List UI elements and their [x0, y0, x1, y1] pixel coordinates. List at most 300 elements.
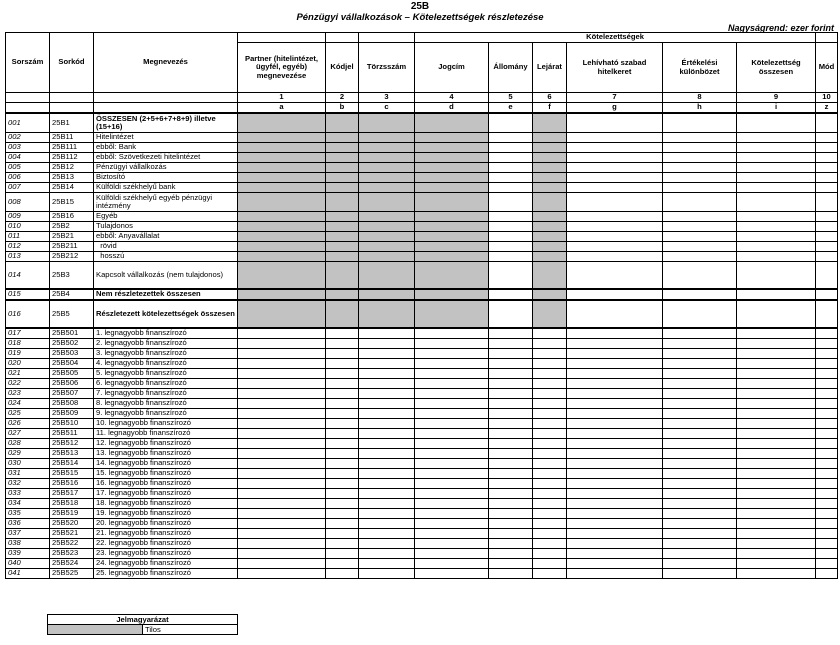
- input-cell[interactable]: [326, 349, 359, 359]
- input-cell[interactable]: [816, 389, 838, 399]
- input-cell[interactable]: [567, 549, 663, 559]
- input-cell[interactable]: [567, 439, 663, 449]
- input-cell[interactable]: [567, 173, 663, 183]
- input-cell[interactable]: [737, 539, 816, 549]
- input-cell[interactable]: [489, 559, 533, 569]
- input-cell[interactable]: [737, 559, 816, 569]
- input-cell[interactable]: [326, 328, 359, 339]
- input-cell[interactable]: [238, 379, 326, 389]
- input-cell[interactable]: [816, 499, 838, 509]
- input-cell[interactable]: [415, 559, 489, 569]
- input-cell[interactable]: [663, 252, 737, 262]
- input-cell[interactable]: [816, 133, 838, 143]
- input-cell[interactable]: [737, 509, 816, 519]
- input-cell[interactable]: [663, 222, 737, 232]
- input-cell[interactable]: [359, 389, 415, 399]
- input-cell[interactable]: [567, 289, 663, 300]
- input-cell[interactable]: [737, 499, 816, 509]
- input-cell[interactable]: [489, 499, 533, 509]
- input-cell[interactable]: [533, 439, 567, 449]
- input-cell[interactable]: [567, 469, 663, 479]
- input-cell[interactable]: [816, 549, 838, 559]
- input-cell[interactable]: [359, 379, 415, 389]
- input-cell[interactable]: [737, 300, 816, 328]
- input-cell[interactable]: [489, 222, 533, 232]
- input-cell[interactable]: [567, 509, 663, 519]
- input-cell[interactable]: [238, 349, 326, 359]
- input-cell[interactable]: [816, 339, 838, 349]
- input-cell[interactable]: [737, 479, 816, 489]
- input-cell[interactable]: [737, 569, 816, 579]
- input-cell[interactable]: [663, 359, 737, 369]
- input-cell[interactable]: [816, 459, 838, 469]
- input-cell[interactable]: [567, 519, 663, 529]
- input-cell[interactable]: [737, 429, 816, 439]
- input-cell[interactable]: [567, 339, 663, 349]
- input-cell[interactable]: [238, 399, 326, 409]
- input-cell[interactable]: [737, 379, 816, 389]
- input-cell[interactable]: [415, 469, 489, 479]
- input-cell[interactable]: [489, 549, 533, 559]
- input-cell[interactable]: [567, 529, 663, 539]
- input-cell[interactable]: [359, 539, 415, 549]
- input-cell[interactable]: [489, 289, 533, 300]
- input-cell[interactable]: [567, 212, 663, 222]
- input-cell[interactable]: [489, 300, 533, 328]
- input-cell[interactable]: [238, 339, 326, 349]
- input-cell[interactable]: [489, 479, 533, 489]
- input-cell[interactable]: [663, 469, 737, 479]
- input-cell[interactable]: [489, 183, 533, 193]
- input-cell[interactable]: [415, 439, 489, 449]
- input-cell[interactable]: [489, 569, 533, 579]
- input-cell[interactable]: [737, 328, 816, 339]
- input-cell[interactable]: [737, 113, 816, 133]
- input-cell[interactable]: [489, 349, 533, 359]
- input-cell[interactable]: [489, 489, 533, 499]
- input-cell[interactable]: [238, 449, 326, 459]
- input-cell[interactable]: [737, 409, 816, 419]
- input-cell[interactable]: [567, 183, 663, 193]
- input-cell[interactable]: [489, 232, 533, 242]
- input-cell[interactable]: [567, 300, 663, 328]
- input-cell[interactable]: [415, 369, 489, 379]
- input-cell[interactable]: [816, 173, 838, 183]
- input-cell[interactable]: [533, 449, 567, 459]
- input-cell[interactable]: [489, 509, 533, 519]
- input-cell[interactable]: [359, 328, 415, 339]
- input-cell[interactable]: [489, 242, 533, 252]
- input-cell[interactable]: [489, 539, 533, 549]
- input-cell[interactable]: [737, 212, 816, 222]
- input-cell[interactable]: [489, 143, 533, 153]
- input-cell[interactable]: [663, 519, 737, 529]
- input-cell[interactable]: [737, 252, 816, 262]
- input-cell[interactable]: [567, 389, 663, 399]
- input-cell[interactable]: [489, 409, 533, 419]
- input-cell[interactable]: [415, 529, 489, 539]
- input-cell[interactable]: [663, 242, 737, 252]
- input-cell[interactable]: [737, 193, 816, 212]
- input-cell[interactable]: [737, 143, 816, 153]
- input-cell[interactable]: [533, 459, 567, 469]
- input-cell[interactable]: [533, 539, 567, 549]
- input-cell[interactable]: [326, 479, 359, 489]
- input-cell[interactable]: [238, 369, 326, 379]
- input-cell[interactable]: [489, 439, 533, 449]
- input-cell[interactable]: [567, 222, 663, 232]
- input-cell[interactable]: [663, 262, 737, 290]
- input-cell[interactable]: [816, 419, 838, 429]
- input-cell[interactable]: [359, 559, 415, 569]
- input-cell[interactable]: [238, 479, 326, 489]
- input-cell[interactable]: [816, 193, 838, 212]
- input-cell[interactable]: [816, 252, 838, 262]
- input-cell[interactable]: [533, 569, 567, 579]
- input-cell[interactable]: [359, 419, 415, 429]
- input-cell[interactable]: [238, 519, 326, 529]
- input-cell[interactable]: [816, 289, 838, 300]
- input-cell[interactable]: [816, 369, 838, 379]
- input-cell[interactable]: [489, 469, 533, 479]
- input-cell[interactable]: [663, 499, 737, 509]
- input-cell[interactable]: [359, 549, 415, 559]
- input-cell[interactable]: [326, 459, 359, 469]
- input-cell[interactable]: [737, 419, 816, 429]
- input-cell[interactable]: [238, 439, 326, 449]
- input-cell[interactable]: [567, 359, 663, 369]
- input-cell[interactable]: [415, 459, 489, 469]
- input-cell[interactable]: [489, 252, 533, 262]
- input-cell[interactable]: [567, 419, 663, 429]
- input-cell[interactable]: [533, 529, 567, 539]
- input-cell[interactable]: [489, 459, 533, 469]
- input-cell[interactable]: [359, 459, 415, 469]
- input-cell[interactable]: [533, 489, 567, 499]
- input-cell[interactable]: [816, 232, 838, 242]
- input-cell[interactable]: [415, 449, 489, 459]
- input-cell[interactable]: [663, 489, 737, 499]
- input-cell[interactable]: [816, 489, 838, 499]
- input-cell[interactable]: [567, 328, 663, 339]
- input-cell[interactable]: [326, 379, 359, 389]
- input-cell[interactable]: [663, 133, 737, 143]
- input-cell[interactable]: [816, 163, 838, 173]
- input-cell[interactable]: [567, 559, 663, 569]
- input-cell[interactable]: [567, 429, 663, 439]
- input-cell[interactable]: [737, 242, 816, 252]
- input-cell[interactable]: [663, 429, 737, 439]
- input-cell[interactable]: [567, 409, 663, 419]
- input-cell[interactable]: [816, 113, 838, 133]
- input-cell[interactable]: [326, 519, 359, 529]
- input-cell[interactable]: [663, 153, 737, 163]
- input-cell[interactable]: [663, 163, 737, 173]
- input-cell[interactable]: [816, 509, 838, 519]
- input-cell[interactable]: [816, 539, 838, 549]
- input-cell[interactable]: [533, 339, 567, 349]
- input-cell[interactable]: [238, 539, 326, 549]
- input-cell[interactable]: [737, 389, 816, 399]
- input-cell[interactable]: [737, 262, 816, 290]
- input-cell[interactable]: [359, 529, 415, 539]
- input-cell[interactable]: [663, 439, 737, 449]
- input-cell[interactable]: [816, 449, 838, 459]
- input-cell[interactable]: [326, 499, 359, 509]
- input-cell[interactable]: [816, 300, 838, 328]
- input-cell[interactable]: [663, 349, 737, 359]
- input-cell[interactable]: [238, 419, 326, 429]
- input-cell[interactable]: [238, 549, 326, 559]
- input-cell[interactable]: [359, 479, 415, 489]
- input-cell[interactable]: [359, 369, 415, 379]
- input-cell[interactable]: [567, 449, 663, 459]
- input-cell[interactable]: [567, 569, 663, 579]
- input-cell[interactable]: [567, 262, 663, 290]
- input-cell[interactable]: [489, 163, 533, 173]
- input-cell[interactable]: [326, 369, 359, 379]
- input-cell[interactable]: [359, 349, 415, 359]
- input-cell[interactable]: [737, 459, 816, 469]
- input-cell[interactable]: [737, 153, 816, 163]
- input-cell[interactable]: [533, 359, 567, 369]
- input-cell[interactable]: [567, 369, 663, 379]
- input-cell[interactable]: [567, 459, 663, 469]
- input-cell[interactable]: [238, 469, 326, 479]
- input-cell[interactable]: [359, 429, 415, 439]
- input-cell[interactable]: [415, 349, 489, 359]
- input-cell[interactable]: [567, 153, 663, 163]
- input-cell[interactable]: [816, 429, 838, 439]
- input-cell[interactable]: [489, 369, 533, 379]
- input-cell[interactable]: [238, 489, 326, 499]
- input-cell[interactable]: [737, 349, 816, 359]
- input-cell[interactable]: [533, 479, 567, 489]
- input-cell[interactable]: [737, 519, 816, 529]
- input-cell[interactable]: [533, 328, 567, 339]
- input-cell[interactable]: [238, 429, 326, 439]
- input-cell[interactable]: [415, 359, 489, 369]
- input-cell[interactable]: [567, 143, 663, 153]
- input-cell[interactable]: [489, 389, 533, 399]
- input-cell[interactable]: [663, 173, 737, 183]
- input-cell[interactable]: [567, 499, 663, 509]
- input-cell[interactable]: [533, 349, 567, 359]
- input-cell[interactable]: [737, 489, 816, 499]
- input-cell[interactable]: [816, 559, 838, 569]
- input-cell[interactable]: [489, 262, 533, 290]
- input-cell[interactable]: [567, 163, 663, 173]
- input-cell[interactable]: [737, 399, 816, 409]
- input-cell[interactable]: [359, 359, 415, 369]
- input-cell[interactable]: [238, 409, 326, 419]
- input-cell[interactable]: [415, 328, 489, 339]
- input-cell[interactable]: [359, 499, 415, 509]
- input-cell[interactable]: [737, 369, 816, 379]
- input-cell[interactable]: [359, 409, 415, 419]
- input-cell[interactable]: [359, 439, 415, 449]
- input-cell[interactable]: [737, 183, 816, 193]
- input-cell[interactable]: [415, 569, 489, 579]
- input-cell[interactable]: [533, 559, 567, 569]
- input-cell[interactable]: [663, 379, 737, 389]
- input-cell[interactable]: [816, 439, 838, 449]
- input-cell[interactable]: [238, 529, 326, 539]
- input-cell[interactable]: [415, 409, 489, 419]
- input-cell[interactable]: [489, 429, 533, 439]
- input-cell[interactable]: [816, 479, 838, 489]
- input-cell[interactable]: [663, 479, 737, 489]
- input-cell[interactable]: [663, 549, 737, 559]
- input-cell[interactable]: [415, 479, 489, 489]
- input-cell[interactable]: [663, 539, 737, 549]
- input-cell[interactable]: [567, 539, 663, 549]
- input-cell[interactable]: [415, 499, 489, 509]
- input-cell[interactable]: [663, 183, 737, 193]
- input-cell[interactable]: [567, 113, 663, 133]
- input-cell[interactable]: [326, 489, 359, 499]
- input-cell[interactable]: [567, 242, 663, 252]
- input-cell[interactable]: [415, 489, 489, 499]
- input-cell[interactable]: [567, 489, 663, 499]
- input-cell[interactable]: [533, 549, 567, 559]
- input-cell[interactable]: [326, 569, 359, 579]
- input-cell[interactable]: [238, 559, 326, 569]
- input-cell[interactable]: [567, 399, 663, 409]
- input-cell[interactable]: [489, 328, 533, 339]
- input-cell[interactable]: [663, 389, 737, 399]
- input-cell[interactable]: [326, 409, 359, 419]
- input-cell[interactable]: [533, 379, 567, 389]
- input-cell[interactable]: [533, 469, 567, 479]
- input-cell[interactable]: [238, 509, 326, 519]
- input-cell[interactable]: [415, 419, 489, 429]
- input-cell[interactable]: [737, 133, 816, 143]
- input-cell[interactable]: [663, 559, 737, 569]
- input-cell[interactable]: [816, 212, 838, 222]
- input-cell[interactable]: [663, 459, 737, 469]
- input-cell[interactable]: [489, 379, 533, 389]
- input-cell[interactable]: [326, 549, 359, 559]
- input-cell[interactable]: [567, 133, 663, 143]
- input-cell[interactable]: [326, 509, 359, 519]
- input-cell[interactable]: [567, 252, 663, 262]
- input-cell[interactable]: [489, 153, 533, 163]
- input-cell[interactable]: [415, 429, 489, 439]
- input-cell[interactable]: [533, 369, 567, 379]
- input-cell[interactable]: [238, 459, 326, 469]
- input-cell[interactable]: [737, 339, 816, 349]
- input-cell[interactable]: [415, 509, 489, 519]
- input-cell[interactable]: [737, 529, 816, 539]
- input-cell[interactable]: [663, 399, 737, 409]
- input-cell[interactable]: [663, 509, 737, 519]
- input-cell[interactable]: [326, 559, 359, 569]
- input-cell[interactable]: [326, 539, 359, 549]
- input-cell[interactable]: [816, 349, 838, 359]
- input-cell[interactable]: [663, 339, 737, 349]
- input-cell[interactable]: [489, 419, 533, 429]
- input-cell[interactable]: [326, 449, 359, 459]
- input-cell[interactable]: [663, 143, 737, 153]
- input-cell[interactable]: [533, 389, 567, 399]
- input-cell[interactable]: [326, 429, 359, 439]
- input-cell[interactable]: [816, 183, 838, 193]
- input-cell[interactable]: [489, 449, 533, 459]
- input-cell[interactable]: [359, 569, 415, 579]
- input-cell[interactable]: [816, 379, 838, 389]
- input-cell[interactable]: [326, 359, 359, 369]
- input-cell[interactable]: [737, 289, 816, 300]
- input-cell[interactable]: [816, 222, 838, 232]
- input-cell[interactable]: [737, 232, 816, 242]
- input-cell[interactable]: [533, 509, 567, 519]
- input-cell[interactable]: [816, 242, 838, 252]
- input-cell[interactable]: [663, 569, 737, 579]
- input-cell[interactable]: [359, 399, 415, 409]
- input-cell[interactable]: [737, 163, 816, 173]
- input-cell[interactable]: [238, 499, 326, 509]
- input-cell[interactable]: [816, 399, 838, 409]
- input-cell[interactable]: [326, 389, 359, 399]
- input-cell[interactable]: [533, 499, 567, 509]
- input-cell[interactable]: [359, 449, 415, 459]
- input-cell[interactable]: [489, 519, 533, 529]
- input-cell[interactable]: [663, 193, 737, 212]
- input-cell[interactable]: [816, 153, 838, 163]
- input-cell[interactable]: [415, 399, 489, 409]
- input-cell[interactable]: [326, 439, 359, 449]
- input-cell[interactable]: [489, 529, 533, 539]
- input-cell[interactable]: [737, 439, 816, 449]
- input-cell[interactable]: [816, 143, 838, 153]
- input-cell[interactable]: [326, 529, 359, 539]
- input-cell[interactable]: [567, 349, 663, 359]
- input-cell[interactable]: [816, 359, 838, 369]
- input-cell[interactable]: [489, 173, 533, 183]
- input-cell[interactable]: [359, 339, 415, 349]
- input-cell[interactable]: [816, 469, 838, 479]
- input-cell[interactable]: [489, 212, 533, 222]
- input-cell[interactable]: [816, 519, 838, 529]
- input-cell[interactable]: [489, 133, 533, 143]
- input-cell[interactable]: [238, 328, 326, 339]
- input-cell[interactable]: [533, 409, 567, 419]
- input-cell[interactable]: [326, 469, 359, 479]
- input-cell[interactable]: [567, 193, 663, 212]
- input-cell[interactable]: [359, 469, 415, 479]
- input-cell[interactable]: [326, 339, 359, 349]
- input-cell[interactable]: [816, 409, 838, 419]
- input-cell[interactable]: [663, 328, 737, 339]
- input-cell[interactable]: [737, 222, 816, 232]
- input-cell[interactable]: [737, 469, 816, 479]
- input-cell[interactable]: [415, 379, 489, 389]
- input-cell[interactable]: [663, 369, 737, 379]
- input-cell[interactable]: [567, 479, 663, 489]
- input-cell[interactable]: [415, 519, 489, 529]
- input-cell[interactable]: [663, 409, 737, 419]
- input-cell[interactable]: [359, 519, 415, 529]
- input-cell[interactable]: [816, 529, 838, 539]
- input-cell[interactable]: [663, 419, 737, 429]
- input-cell[interactable]: [489, 399, 533, 409]
- input-cell[interactable]: [326, 399, 359, 409]
- input-cell[interactable]: [567, 232, 663, 242]
- input-cell[interactable]: [663, 212, 737, 222]
- input-cell[interactable]: [238, 359, 326, 369]
- input-cell[interactable]: [415, 339, 489, 349]
